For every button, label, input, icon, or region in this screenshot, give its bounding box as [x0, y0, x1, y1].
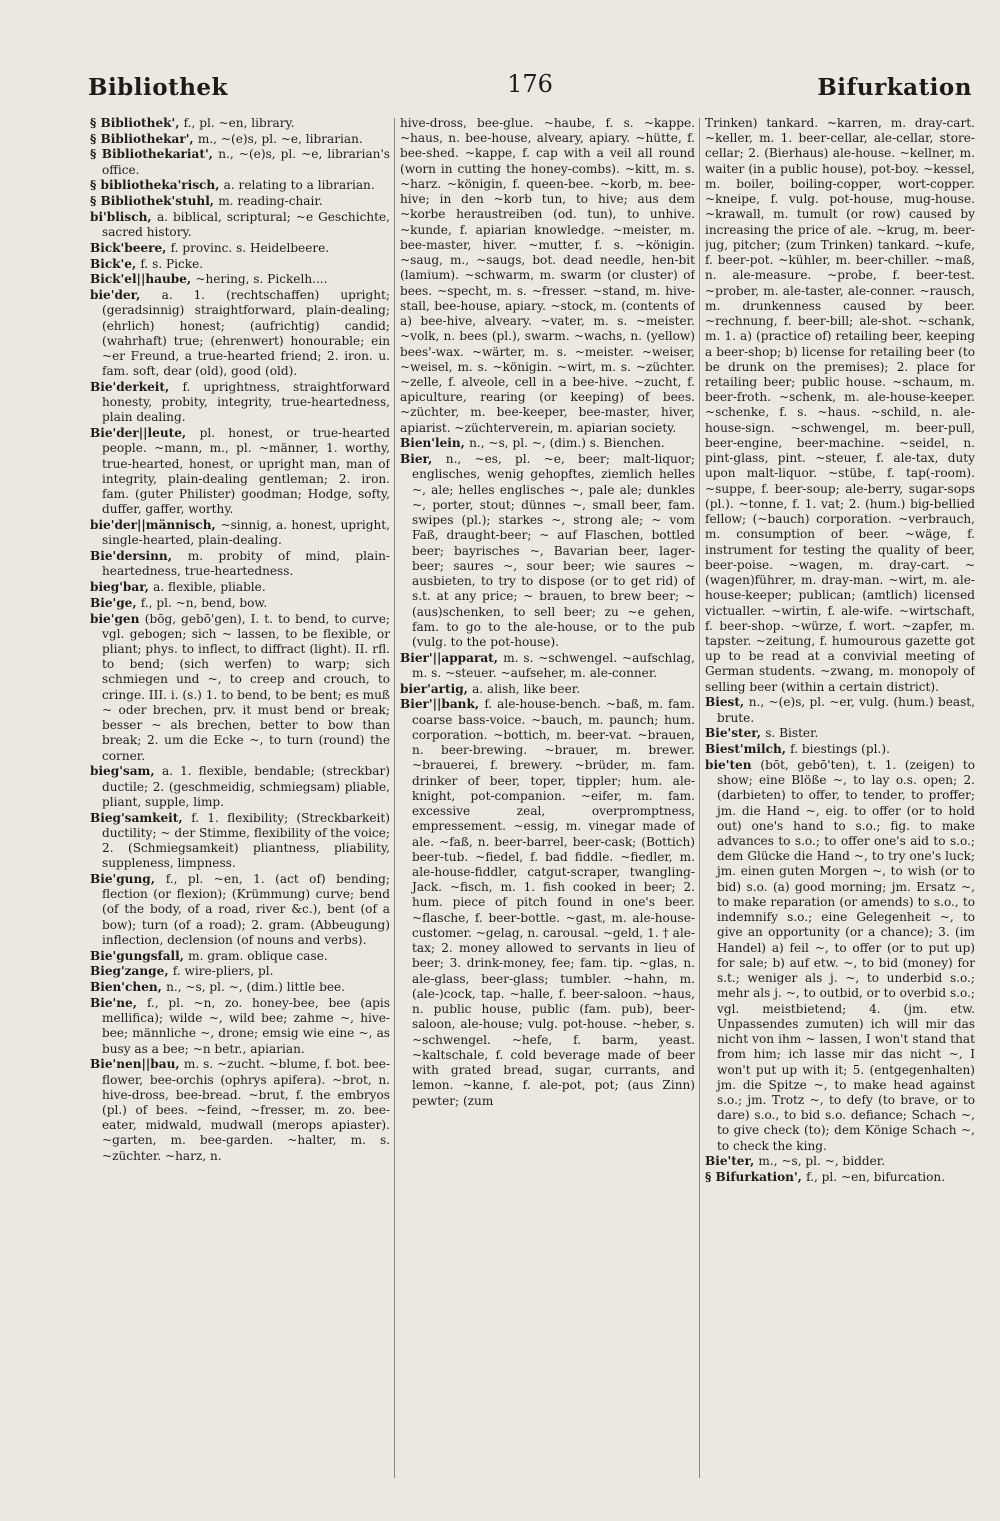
entry-definition: m., ~s, pl. ~, bidder.	[758, 1154, 886, 1169]
entry-headword: Bie'ter,	[705, 1154, 759, 1169]
dictionary-entry	[90, 147, 390, 177]
dictionary-entry	[705, 1170, 975, 1185]
entry-definition: Trinken) tankard. ~karren, m. dray-cart. ~keller, m. 1. beer-cellar, ale-cellar, store-cellar; 2. (Bierhaus) ale-house. ~kellner, m. waiter (in a public house), pot-boy. ~kessel, m. boiler, boiling-copper, wort-copper. ~kneipe, f. vulg. pot-house, mug-house. ~krawall, m. tumult (or row) caused by increasing the price of ale. ~krug, m. beer-jug, pitcher; (zum Trinken) tankard. ~kufe, f. beer-pot. ~kühler, m. beer-chiller. ~maß, n. ale-measure. ~probe, f. beer-test. ~prober, m. ale-taster, ale-conner. ~rausch, m. drunkenness caused by beer. ~rechnung, f. beer-bill; ale-shot. ~schank, m. 1. a) (practice of) retailing beer, keeping a beer-shop; b) license for retailing beer (to be drunk on the premises); 2. place for retailing beer; public house. ~schaum, m. beer-froth. ~schenk, m. ale-house-keeper. ~schenke, f. s. ~haus. ~schild, n. ale-house-sign. ~schwengel, m. beer-pull, beer-engine, beer-machine. ~seidel, n. pint-glass, pint. ~steuer, f. ale-tax, duty upon malt-liquor. ~stübe, f. tap(-room). ~suppe, f. beer-soup; ale-berry, sugar-sops (pl.). ~tonne, f. 1. vat; 2. (hum.) big-bellied fellow; (~bauch) corporation. ~verbrauch, m. consumption of beer. ~wäge, f. instrument for testing the quality of beer, beer-poise. ~wagen, m. dray-cart. ~(wagen)führer, m. dray-man. ~wirt, m. ale-house-keeper; publican; (amtlich) licensed victualler. ~wirtin, f. ale-wife. ~wirtschaft, f. beer-shop. ~würze, f. wort. ~zapfer, m. tapster. ~zeitung, f. humourous gazette got up to be read at a convivial meeting of German students. ~zwang, m. monopoly of selling beer (within a certain district).	[705, 116, 975, 694]
entry-definition: n., ~s, pl. ~, (dim.) little bee.	[166, 980, 345, 995]
entry-headword: § Bifurkation',	[705, 1170, 807, 1185]
dictionary-entry	[90, 518, 390, 548]
dictionary-entry	[90, 1057, 390, 1164]
entry-headword: Bie'der||leute,	[90, 426, 200, 441]
column-2	[400, 116, 695, 1502]
entry-definition: s. Bister.	[765, 726, 819, 741]
dictionary-entry	[400, 436, 695, 451]
entry-headword: Bie'ge,	[90, 595, 141, 610]
entry-definition: a. 1. flexible, bendable; (streckbar) ductile; 2. (geschmeidig, schmiegsam) pliable, pliant, supple, limp.	[102, 764, 390, 809]
entry-definition: (bōt, gebō'ten), t. 1. (zeigen) to show; eine Blöße ~, to lay o.s. open; 2. (darbieten) to offer, to tender, to proffer; jm. die Hand ~, eig. to offer (or to hold out) one's hand to s.o.; fig. to make advances to s.o.; to offer one's aid to s.o.; dem Glücke die Hand ~, to try one's luck; jm. einen guten Morgen ~, to wish (or to bid) s.o. (a) good morning; jm. Ersatz ~, to make reparation (or amends) to s.o., to indemnify s.o.; eine Gelegenheit ~, to give an opportunity (or a chance); 3. (im Handel) a) feil ~, to offer (or to put up) for sale; b) auf etw. ~, to bid (money) for s.t.; weniger als j. ~, to underbid s.o.; mehr als j. ~, to outbid, or to overbid s.o.; vgl. meistbietend; 4. (jm. etw. Unpassendes zumuten) ich will mir das nicht von ihm ~ lassen, I won't stand that from him; ich lasse mir das nicht ~, I won't put up with it; 5. (entgegenhalten) jm. die Spitze ~, to make head against s.o.; jm. Trotz ~, to defy (to brave, or to dare) s.o., to bid s.o. defiance; Schach ~, to give check (to); dem Könige Schach ~, to check the king.	[717, 757, 975, 1153]
dictionary-entry	[90, 996, 390, 1057]
entry-headword: Bier,	[400, 452, 446, 467]
entry-headword: bie'ten	[705, 757, 761, 772]
running-header	[88, 66, 972, 106]
entry-definition: m. reading-chair.	[218, 194, 323, 209]
entry-headword: Bick'beere,	[90, 240, 171, 255]
dictionary-entry	[90, 272, 390, 287]
entry-definition: n., ~(e)s, pl. ~e, librarian's office.	[102, 147, 390, 177]
dictionary-entry	[705, 758, 975, 1154]
entry-definition: f., pl. ~en, bifurcation.	[806, 1170, 946, 1185]
entry-headword: Bie'ne,	[90, 995, 147, 1010]
dictionary-entry	[90, 380, 390, 426]
entry-headword: Bier'||apparat,	[400, 650, 504, 665]
entry-headword: Bie'gungsfall,	[90, 948, 189, 963]
dictionary-entry	[705, 726, 975, 741]
header-right-guideword: Bifurkation	[817, 74, 972, 101]
entry-definition: f., pl. ~en, 1. (act of) bending; flection (or flexion); (Krümmung) curve; bend (of the body, of a road, river &c.), bent (of a bow); turn (of a road); 2. gram. (Abbeugung) inflection, declension (of nouns and verbs).	[102, 871, 390, 947]
dictionary-entry	[400, 697, 695, 1108]
dictionary-entry	[90, 872, 390, 948]
entry-headword: Biest'milch,	[705, 742, 791, 757]
column-1	[90, 116, 390, 1502]
entry-definition: a. flexible, pliable.	[153, 580, 266, 595]
entry-definition: pl. honest, or true-hearted people. ~mann, m., pl. ~männer, 1. worthy, true-hearted, honest, or upright man, man of integrity, plain-dealing gentleman; 2. iron. fam. (guter Philister) goodman; Hodge, softy, duffer, gaffer, worthy.	[102, 426, 390, 517]
entry-headword: bieg'bar,	[90, 580, 154, 595]
entry-definition: f. uprightness, straightforward honesty, probity, integrity, true-heartedness, plain dealing.	[102, 379, 390, 425]
entry-definition: n., ~(e)s, pl. ~er, vulg. (hum.) beast, brute.	[717, 695, 975, 725]
entry-definition: (bōg, gebō'gen), I. t. to bend, to curve; vgl. gebogen; sich ~ lassen, to be flexible, or pliant; phys. to inflect, to diffract (light). II. rfl. to bend; (sich werfen) to warp; sich schmiegen und ~, to creep and crouch, to cringe. III. i. (s.) 1. to bend, to be bent; es muß ~ oder brechen, prv. it must bend or break; besser ~ als brechen, better to bow than break; 2. um die Ecke ~, to turn (round) the corner.	[102, 611, 390, 763]
dictionary-entry	[705, 1154, 975, 1169]
entry-definition: f. 1. flexibility; (Streckbarkeit) ductility; ~ der Stimme, flexibility of the voice; 2. (Schmiegsamkeit) pliantness, pliability, suppleness, limpness.	[102, 810, 390, 871]
entry-headword: Bie'derkeit,	[90, 379, 183, 394]
entry-definition: m. probity of mind, plain-heartedness, true-heartedness.	[102, 549, 390, 579]
entry-definition: f., pl. ~n, bend, bow.	[140, 595, 268, 610]
entry-headword: Bie'gung,	[90, 871, 166, 886]
entry-headword: § Bibliothek'stuhl,	[90, 194, 219, 209]
entry-definition: f., pl. ~n, zo. honey-bee, bee (apis mellifica); wilde ~, wild bee; zahme ~, hive-bee; männliche ~, drone; emsig wie eine ~, as busy as a bee; ~n betr., apiarian.	[102, 995, 390, 1056]
dictionary-entry	[705, 742, 975, 757]
entry-definition: m. s. ~schwengel. ~aufschlag, m. s. ~steuer. ~aufseher, m. ale-conner.	[412, 650, 695, 680]
entry-definition: ~hering, s. Pickelh....	[195, 272, 328, 287]
entry-definition: a. alish, like beer.	[472, 681, 581, 696]
entry-definition: hive-dross, bee-glue. ~haube, f. s. ~kappe. ~haus, n. bee-house, alveary, apiary. ~hütte, f. bee-shed. ~kappe, f. cap with a veil all round (worn in cutting the honey-combs). ~kitt, m. s. ~harz. ~königin, f. queen-bee. ~korb, m. bee-hive; in den ~korb tun, to hive; aus dem ~korbe heraustreiben (od. tun), to unhive. ~kunde, f. apiarian knowledge. ~meister, m. bee-master, hiver. ~mutter, f. s. ~königin. ~saug, m., ~saugs, bot. dead needle, hen-bit (lamium). ~schwarm, m. swarm (or cluster) of bees. ~specht, m. s. ~fresser. ~stand, m. hive-stall, bee-house, apiary. ~stock, m. (contents of a) bee-hive, alveary. ~vater, m. s. ~meister. ~volk, n. bees (pl.), swarm. ~wachs, n. (yellow) bees'-wax. ~wärter, m. s. ~meister. ~weiser, ~weisel, m. s. ~königin. ~wirt, m. s. ~züchter. ~zelle, f. alveole, cell in a bee-hive. ~zucht, f. apiculture, rearing (or keeping) of bees. ~züchter, m. bee-keeper, bee-master, hiver, apiarist. ~züchterverein, m. apiarian society.	[400, 116, 695, 435]
entry-definition: n., ~s, pl. ~, (dim.) s. Bienchen.	[469, 436, 665, 451]
entry-headword: bie'der||männisch,	[90, 518, 221, 533]
entry-headword: Bier'||bank,	[400, 697, 485, 712]
dictionary-entry	[90, 132, 390, 147]
entry-definition: n., ~es, pl. ~e, beer; malt-liquor; englisches, wenig gehopftes, ziemlich helles ~, ale; helles englisches ~, pale ale; dunkles ~, porter, stout; dünnes ~, small beer, fam. swipes (pl.); starkes ~, strong ale; ~ vom Faß, draught-beer; ~ auf Flaschen, bottled beer; bayrisches ~, Bavarian beer, lager-beer; saures ~, sour beer; wie saures ~ ausbieten, to try to dispose (or to get rid) of s.t. at any price; ~ brauen, to brew beer; ~ (aus)schenken, to sell beer; zu ~e gehen, fam. to go to the ale-house, or to the pub (vulg. to the pot-house).	[412, 452, 695, 649]
entry-definition: m., ~(e)s, pl. ~e, librarian.	[197, 131, 363, 146]
entry-headword: § Bibliothekariat',	[90, 147, 219, 162]
entry-definition: f. provinc. s. Heidelbeere.	[170, 240, 330, 255]
entry-headword: § bibliotheka'risch,	[90, 178, 224, 193]
dictionary-entry	[90, 964, 390, 979]
dictionary-entry	[90, 210, 390, 240]
entry-headword: § Bibliothekar',	[90, 131, 198, 146]
dictionary-entry	[90, 116, 390, 131]
entry-definition: m. s. ~zucht. ~blume, f. bot. bee-flower, bee-orchis (ophrys apifera). ~brot, n. hive-dross, bee-bread. ~brut, f. the embryos (pl.) of bees. ~feind, ~fresser, m. zo. bee-eater, midwald, mudwall (merops apiaster). ~garten, m. bee-garden. ~halter, m. s. ~züchter. ~harz, n.	[102, 1057, 390, 1163]
entry-headword: Bieg'samkeit,	[90, 810, 192, 825]
entry-headword: bier'artig,	[400, 681, 473, 696]
entry-headword: bieg'sam,	[90, 764, 162, 779]
dictionary-entry	[400, 682, 695, 697]
entry-headword: Bick'el||haube,	[90, 272, 196, 287]
entry-headword: Bien'lein,	[400, 436, 470, 451]
dictionary-entry	[400, 452, 695, 650]
dictionary-entry	[90, 596, 390, 611]
dictionary-entry	[90, 764, 390, 810]
dictionary-entry	[90, 580, 390, 595]
page-number: 176	[507, 70, 553, 98]
header-left-guideword: Bibliothek	[88, 74, 228, 101]
dictionary-entry	[90, 288, 390, 379]
dictionary-entry	[90, 257, 390, 272]
dictionary-entry	[90, 426, 390, 517]
entry-definition: m. gram. oblique case.	[188, 948, 328, 963]
entry-definition: f. s. Picke.	[140, 256, 204, 271]
entry-headword: § Bibliothek',	[90, 116, 184, 130]
entry-definition: a. 1. (rechtschaffen) upright; (geradsinnig) straightforward, plain-dealing; (ehrlich) honest; (aufrichtig) candid; (wahrhaft) true; (ehrenwert) honourable; ein ~er Freund, a true-hearted friend; 2. iron. u. fam. soft, dear (old), good (old).	[102, 288, 390, 379]
entry-definition: f. biestings (pl.).	[790, 742, 890, 757]
entry-headword: bie'gen	[90, 611, 145, 626]
entry-headword: bi'blisch,	[90, 209, 157, 224]
dictionary-entry	[90, 241, 390, 256]
dictionary-entry	[400, 651, 695, 681]
entry-headword: Biest,	[705, 695, 749, 710]
dictionary-entry	[90, 980, 390, 995]
dictionary-entry	[90, 194, 390, 209]
entry-definition: f., pl. ~en, library.	[183, 116, 295, 130]
dictionary-entry	[90, 612, 390, 764]
entry-headword: Bieg'zange,	[90, 964, 173, 979]
entry-definition: f. ale-house-bench. ~baß, m. fam. coarse bass-voice. ~bauch, m. paunch; hum. corporation. ~bottich, m. beer-vat. ~brauen, n. beer-brewing. ~brauer, m. brewer. ~brauerei, f. brewery. ~brüder, m. fam. drinker of beer, toper, tippler; hum. ale-knight, pot-companion. ~eifer, m. fam. excessive zeal, overpromptness, empressement. ~essig, m. vinegar made of ale. ~faß, n. beer-barrel, beer-cask; (Bottich) beer-tub. ~fiedel, f. bad fiddle. ~fiedler, m. ale-house-fiddler, catgut-scraper, twangling-Jack. ~fisch, m. 1. fish cooked in beer; 2. hum. piece of pitch found in one's beer. ~flasche, f. beer-bottle. ~gast, m. ale-house-customer. ~gelag, n. carousal. ~geld, 1. † ale-tax; 2. money allowed to servants in lieu of beer; 3. drink-money, fee; fam. tip. ~glas, n. ale-glass, beer-glass; tumbler. ~hahn, m. (ale-)cock, tap. ~halle, f. beer-saloon. ~haus, n. public house, public (fam. pub), beer-saloon, ale-house; vulg. pot-house. ~heber, s. ~schwengel. ~hefe, f. barm, yeast. ~kaltschale, f. cold beverage made of beer with grated bread, sugar, currants, and lemon. ~kanne, f. ale-pot, pot; (aus Zinn) pewter; (zum	[412, 697, 695, 1108]
entry-headword: Bie'nen||bau,	[90, 1057, 184, 1072]
dictionary-entry	[90, 549, 390, 579]
entry-headword: Bien'chen,	[90, 980, 167, 995]
dictionary-entry	[90, 949, 390, 964]
entry-headword: Bie'dersinn,	[90, 549, 188, 564]
entry-headword: Bick'e,	[90, 256, 141, 271]
column-rule-2	[699, 118, 700, 1478]
entry-definition: f. wire-pliers, pl.	[172, 964, 274, 979]
entry-headword: Bie'ster,	[705, 726, 766, 741]
dictionary-entry	[400, 116, 695, 436]
column-rule-1	[394, 118, 395, 1478]
entry-definition: a. biblical, scriptural; ~e Geschichte, sacred history.	[102, 209, 390, 240]
entry-headword: bie'der,	[90, 288, 162, 303]
dictionary-entry	[705, 116, 975, 695]
entry-definition: ~sinnig, a. honest, upright, single-hearted, plain-dealing.	[102, 518, 390, 548]
dictionary-entry	[90, 811, 390, 872]
dictionary-entry	[705, 695, 975, 725]
entry-definition: a. relating to a librarian.	[223, 178, 375, 193]
dictionary-entry	[90, 178, 390, 193]
column-3	[705, 116, 975, 1502]
